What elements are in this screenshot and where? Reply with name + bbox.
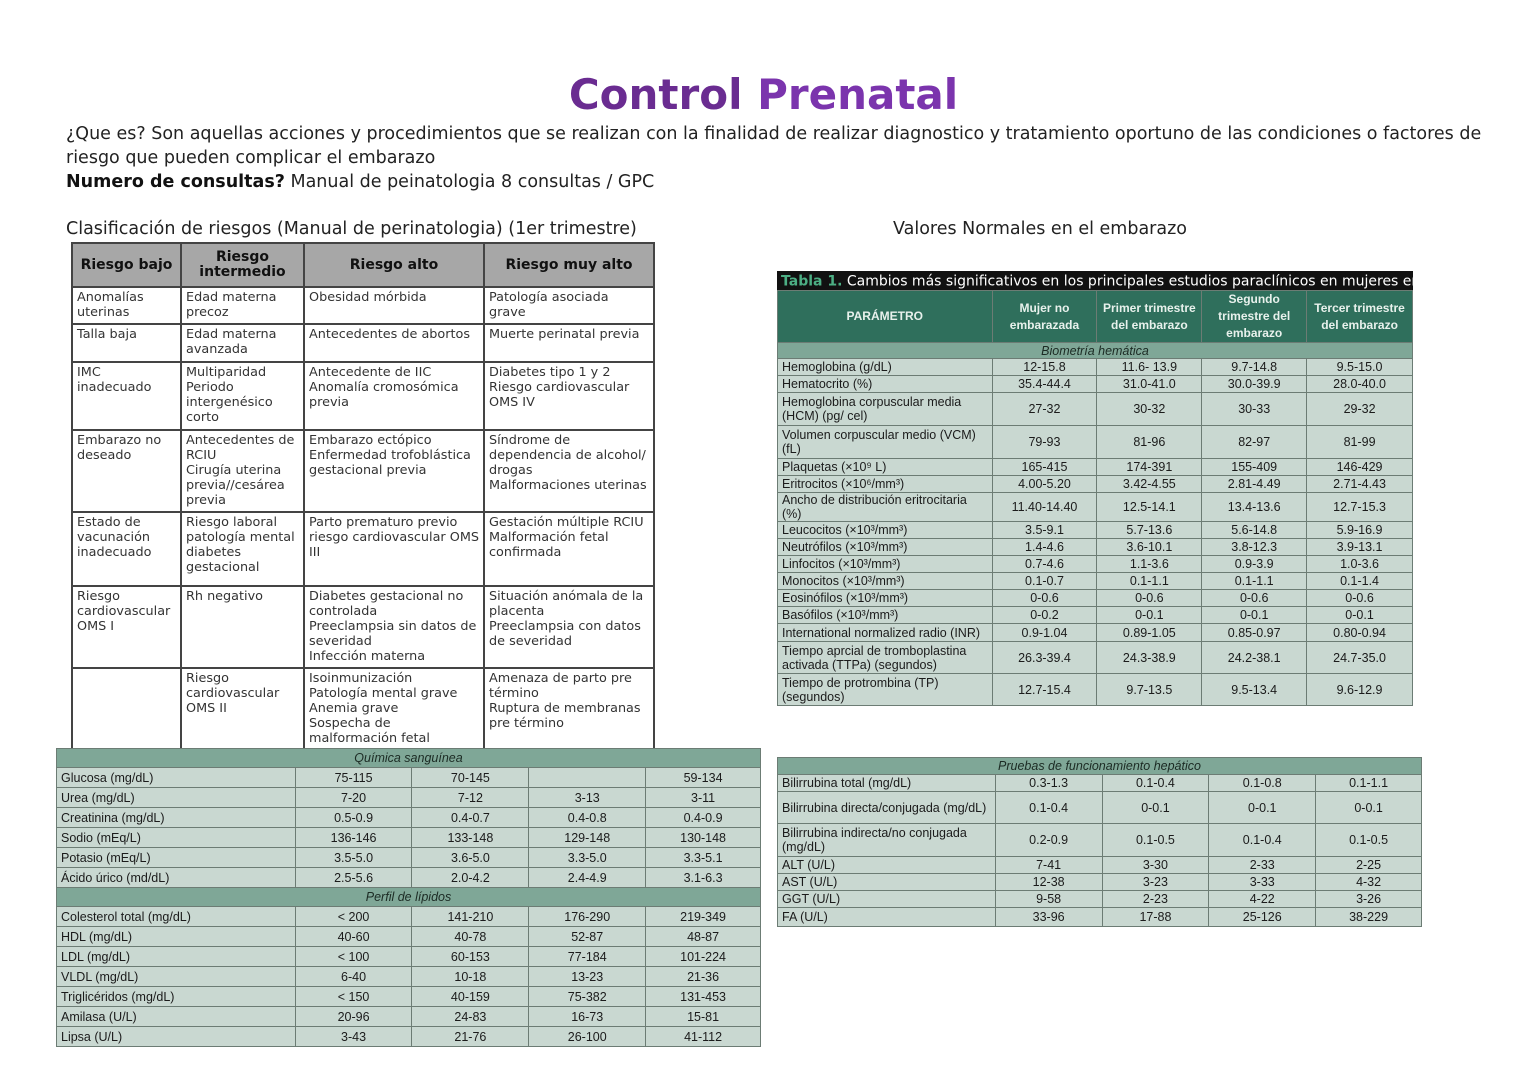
value-cell: 0-0.1 [1102,792,1209,824]
value-cell: 0-0.1 [1202,607,1307,624]
value-cell: 0.1-1.1 [1316,775,1422,792]
value-cell: 0.9-1.04 [992,624,1097,642]
value-cell: 0-0.1 [1316,792,1422,824]
parameter-cell: Glucosa (mg/dL) [57,768,296,788]
value-cell: 15-81 [646,1007,761,1027]
consults-line [66,170,1486,194]
chemistry-row [57,788,761,808]
risk-cell: Diabetes tipo 1 y 2 Riesgo cardiovascular OMS IV [484,362,654,430]
table1-row [778,642,1413,674]
value-cell: 3-11 [646,788,761,808]
table1-row [778,376,1413,393]
value-cell: 28.0-40.0 [1307,376,1413,393]
chemistry-row [57,768,761,788]
chemistry-row [57,848,761,868]
table1-header-row [778,291,1413,343]
risk-heading: Clasificación de riesgos (Manual de perinatologia) (1er trimestre) [66,219,637,239]
value-cell: 0.85-0.97 [1202,624,1307,642]
risk-header: Riesgo alto [304,243,484,287]
value-cell: 3-33 [1209,874,1316,891]
value-cell: 60-153 [412,947,529,967]
parameter-cell: Hemoglobina corpuscular media (HCM) (pg/ cel) [778,393,993,426]
value-cell: 2-33 [1209,857,1316,874]
value-cell: 3-23 [1102,874,1209,891]
value-cell: 2.71-4.43 [1307,476,1413,493]
table1-caption-text: Cambios más significativos en los principales estudios paraclínicos en mujeres embarazadas [842,273,1498,290]
value-cell: 5.7-13.6 [1097,522,1202,539]
risk-cell: Riesgo cardiovascular OMS I [72,586,181,668]
value-cell: 10-18 [412,967,529,987]
value-cell: 131-453 [646,987,761,1007]
risk-cell: Antecedentes de abortos [304,324,484,362]
risk-cell: Riesgo cardiovascular OMS II [181,668,304,752]
parameter-cell: Hematocrito (%) [778,376,993,393]
value-cell: 13.4-13.6 [1202,493,1307,522]
table1-row [778,459,1413,476]
value-cell: 3-26 [1316,891,1422,908]
value-cell: 3.42-4.55 [1097,476,1202,493]
risk-cell: Antecedente de IIC Anomalía cromosómica previa [304,362,484,430]
value-cell: 81-96 [1097,426,1202,459]
value-cell: 3.5-5.0 [295,848,412,868]
chemistry-row [57,1007,761,1027]
risk-cell: Embarazo no deseado [72,430,181,512]
title-part2: Prenatal [757,70,959,119]
value-cell: 4.00-5.20 [992,476,1097,493]
value-cell: 141-210 [412,907,529,927]
value-cell: 0.3-1.3 [995,775,1102,792]
parameter-cell: Eritrocitos (×10⁶/mm³) [778,476,993,493]
value-cell: 0.1-0.5 [1316,824,1422,857]
liver-row [778,891,1422,908]
liver-section-row [778,758,1422,775]
risk-cell: Obesidad mórbida [304,287,484,324]
normal-values-heading: Valores Normales en el embarazo [893,219,1187,239]
value-cell: 2.81-4.49 [1202,476,1307,493]
risk-cell: Edad materna avanzada [181,324,304,362]
parameter-cell: Sodio (mEq/L) [57,828,296,848]
chemistry-row [57,987,761,1007]
value-cell: 12.7-15.4 [992,674,1097,706]
value-cell: 26.3-39.4 [992,642,1097,674]
value-cell: 24.3-38.9 [1097,642,1202,674]
table1-header: Tercer trimestre del embarazo [1307,291,1413,343]
table1-row [778,573,1413,590]
risk-cell: Parto prematuro previo riesgo cardiovascular OMS III [304,512,484,586]
value-cell: 9.7-13.5 [1097,674,1202,706]
parameter-cell: Creatinina (mg/dL) [57,808,296,828]
table1-caption-ref: 19-22 [1497,273,1524,283]
value-cell: 48-87 [646,927,761,947]
value-cell: 4-32 [1316,874,1422,891]
risk-cell: Gestación múltiple RCIU Malformación fetal confirmada [484,512,654,586]
value-cell: 219-349 [646,907,761,927]
risk-cell: Estado de vacunación inadecuado [72,512,181,586]
parameter-cell: Colesterol total (mg/dL) [57,907,296,927]
value-cell: 40-60 [295,927,412,947]
risk-row [72,362,654,430]
value-cell: 0-0.6 [1097,590,1202,607]
table1-row [778,476,1413,493]
value-cell: 3-30 [1102,857,1209,874]
liver-row [778,824,1422,857]
parameter-cell: Hemoglobina (g/dL) [778,359,993,376]
value-cell: 0.2-0.9 [995,824,1102,857]
value-cell: 21-76 [412,1027,529,1047]
value-cell: 30-33 [1202,393,1307,426]
risk-cell: Talla baja [72,324,181,362]
value-cell: 0.7-4.6 [992,556,1097,573]
value-cell: 40-78 [412,927,529,947]
table1-row [778,607,1413,624]
value-cell: 75-382 [529,987,646,1007]
table1-header: Primer trimestre del embarazo [1097,291,1202,343]
value-cell: 25-126 [1209,908,1316,927]
value-cell: 0.80-0.94 [1307,624,1413,642]
table1-header: Mujer no embarazada [992,291,1097,343]
parameter-cell: ALT (U/L) [778,857,996,874]
value-cell: 20-96 [295,1007,412,1027]
risk-header: Riesgo bajo [72,243,181,287]
value-cell: 7-41 [995,857,1102,874]
value-cell: 11.6- 13.9 [1097,359,1202,376]
value-cell: 26-100 [529,1027,646,1047]
value-cell: 0.1-0.4 [995,792,1102,824]
risk-cell: Síndrome de dependencia de alcohol/ drogas Malformaciones uterinas [484,430,654,512]
value-cell: 133-148 [412,828,529,848]
value-cell: 9.5-13.4 [1202,674,1307,706]
liver-table [777,757,1422,927]
value-cell: 13-23 [529,967,646,987]
value-cell: 0.4-0.9 [646,808,761,828]
table1-caption-label: Tabla 1. [781,273,843,290]
risk-row [72,430,654,512]
value-cell: 5.9-16.9 [1307,522,1413,539]
risk-header: Riesgo muy alto [484,243,654,287]
risk-cell: Edad materna precoz [181,287,304,324]
liver-row [778,857,1422,874]
value-cell: 7-20 [295,788,412,808]
value-cell: 12.7-15.3 [1307,493,1413,522]
parameter-cell: Lipsa (U/L) [57,1027,296,1047]
parameter-cell: Bilirrubina indirecta/no conjugada (mg/dL) [778,824,996,857]
value-cell: 0.1-0.7 [992,573,1097,590]
value-cell: 30.0-39.9 [1202,376,1307,393]
value-cell: 17-88 [1102,908,1209,927]
parameter-cell: HDL (mg/dL) [57,927,296,947]
value-cell: 12.5-14.1 [1097,493,1202,522]
value-cell: 9-58 [995,891,1102,908]
value-cell: 0.5-0.9 [295,808,412,828]
table1-row [778,590,1413,607]
parameter-cell: FA (U/L) [778,908,996,927]
liver-row [778,908,1422,927]
value-cell: 2-25 [1316,857,1422,874]
parameter-cell: AST (U/L) [778,874,996,891]
parameter-cell: Neutrófilos (×10³/mm³) [778,539,993,556]
value-cell: 176-290 [529,907,646,927]
value-cell: 12-38 [995,874,1102,891]
parameter-cell: GGT (U/L) [778,891,996,908]
title-part1: Control [568,70,743,119]
risk-row [72,287,654,324]
value-cell: 1.4-4.6 [992,539,1097,556]
risk-row [72,512,654,586]
definition-text: ¿Que es? Son aquellas acciones y procedimientos que se realizan con la finalidad de realizar diagnostico y tratamiento oportuno de las condiciones o factores de riesgo que pueden complicar el embarazo [66,124,1482,168]
value-cell: 0-0.2 [992,607,1097,624]
value-cell: 0-0.6 [1202,590,1307,607]
value-cell: 82-97 [1202,426,1307,459]
chemistry-row [57,967,761,987]
liver-row [778,792,1422,824]
risk-cell: Situación anómala de la placenta Preeclampsia con datos de severidad [484,586,654,668]
value-cell: 0.89-1.05 [1097,624,1202,642]
value-cell: 77-184 [529,947,646,967]
parameter-cell: Bilirrubina directa/conjugada (mg/dL) [778,792,996,824]
value-cell: 12-15.8 [992,359,1097,376]
page-title [0,70,1527,119]
parameter-cell: Tiempo de protrombina (TP) (segundos) [778,674,993,706]
parameter-cell: Eosinófilos (×10³/mm³) [778,590,993,607]
table1-row [778,426,1413,459]
risk-cell: Multiparidad Periodo intergenésico corto [181,362,304,430]
value-cell: 2.4-4.9 [529,868,646,888]
risk-cell: Muerte perinatal previa [484,324,654,362]
table1-header: Segundo trimestre del embarazo [1202,291,1307,343]
parameter-cell: Potasio (mEq/L) [57,848,296,868]
value-cell: 0-0.1 [1097,607,1202,624]
risk-cell: Patología asociada grave [484,287,654,324]
table1-caption [777,271,1524,292]
value-cell: 3.6-10.1 [1097,539,1202,556]
value-cell: 1.1-3.6 [1097,556,1202,573]
value-cell: 146-429 [1307,459,1413,476]
risk-cell: Embarazo ectópico Enfermedad trofoblástica gestacional previa [304,430,484,512]
value-cell: 75-115 [295,768,412,788]
value-cell: 2.0-4.2 [412,868,529,888]
value-cell: 79-93 [992,426,1097,459]
chemistry-row [57,947,761,967]
value-cell: 24.7-35.0 [1307,642,1413,674]
section-title: Pruebas de funcionamiento hepático [778,758,1422,775]
value-cell: 130-148 [646,828,761,848]
value-cell: 9.6-12.9 [1307,674,1413,706]
value-cell: 0.1-0.4 [1209,824,1316,857]
value-cell: 6-40 [295,967,412,987]
consults-label: Numero de consultas? [66,172,285,192]
chemistry-row [57,907,761,927]
value-cell: 11.40-14.40 [992,493,1097,522]
value-cell: 7-12 [412,788,529,808]
chemistry-row [57,927,761,947]
table1-row [778,539,1413,556]
value-cell: 29-32 [1307,393,1413,426]
risk-table [71,242,655,753]
value-cell: 0.9-3.9 [1202,556,1307,573]
value-cell: 3.3-5.1 [646,848,761,868]
risk-cell: Riesgo laboral patología mental diabetes gestacional [181,512,304,586]
value-cell: < 150 [295,987,412,1007]
parameter-cell: International normalized radio (INR) [778,624,993,642]
value-cell: 81-99 [1307,426,1413,459]
risk-row [72,668,654,752]
chemistry-row [57,868,761,888]
risk-cell: Isoinmunización Patología mental grave Anemia grave Sospecha de malformación fetal [304,668,484,752]
section-title: Química sanguínea [57,749,761,768]
value-cell: 9.7-14.8 [1202,359,1307,376]
value-cell: 0.4-0.8 [529,808,646,828]
value-cell: 35.4-44.4 [992,376,1097,393]
value-cell: 0.1-1.1 [1097,573,1202,590]
risk-row [72,324,654,362]
parameter-cell: Amilasa (U/L) [57,1007,296,1027]
risk-cell: Anomalías uterinas [72,287,181,324]
value-cell: 0.1-0.5 [1102,824,1209,857]
value-cell: 30-32 [1097,393,1202,426]
value-cell: 9.5-15.0 [1307,359,1413,376]
value-cell: 40-159 [412,987,529,1007]
table1-section-row [778,343,1413,359]
parameter-cell: VLDL (mg/dL) [57,967,296,987]
value-cell: 27-32 [992,393,1097,426]
value-cell: 3-43 [295,1027,412,1047]
value-cell: 21-36 [646,967,761,987]
value-cell: 2.5-5.6 [295,868,412,888]
value-cell: 5.6-14.8 [1202,522,1307,539]
value-cell: 3-13 [529,788,646,808]
parameter-cell: Tiempo aprcial de tromboplastina activada (TTPa) (segundos) [778,642,993,674]
value-cell: 3.9-13.1 [1307,539,1413,556]
value-cell: 0-0.1 [1307,607,1413,624]
value-cell: 3.3-5.0 [529,848,646,868]
chemistry-row [57,808,761,828]
risk-cell: Rh negativo [181,586,304,668]
risk-header-row [72,243,654,287]
section-title: Biometría hemática [778,343,1413,359]
table1-block [777,271,1524,292]
table1-row [778,493,1413,522]
parameter-cell: Plaquetas (×10⁹ L) [778,459,993,476]
parameter-cell: Leucocitos (×10³/mm³) [778,522,993,539]
table1-header: PARÁMETRO [778,291,993,343]
liver-row [778,874,1422,891]
section-title: Perfil de lípidos [57,888,761,907]
value-cell: 3.6-5.0 [412,848,529,868]
risk-header: Riesgo intermedio [181,243,304,287]
table1-row [778,624,1413,642]
value-cell: 136-146 [295,828,412,848]
value-cell: 0.1-0.4 [1102,775,1209,792]
parameter-cell: Ácido úrico (md/dL) [57,868,296,888]
parameter-cell: LDL (mg/dL) [57,947,296,967]
value-cell: 24-83 [412,1007,529,1027]
value-cell: 24.2-38.1 [1202,642,1307,674]
risk-cell: IMC inadecuado [72,362,181,430]
value-cell: 59-134 [646,768,761,788]
risk-cell: Antecedentes de RCIU Cirugía uterina previa//cesárea previa [181,430,304,512]
value-cell: 0-0.6 [1307,590,1413,607]
value-cell: 165-415 [992,459,1097,476]
value-cell: 70-145 [412,768,529,788]
value-cell: 101-224 [646,947,761,967]
value-cell: 174-391 [1097,459,1202,476]
consults-text: Manual de peinatologia 8 consultas / GPC [284,172,655,192]
value-cell: 33-96 [995,908,1102,927]
chemistry-section-row [57,749,761,768]
parameter-cell: Volumen corpuscular medio (VCM) (fL) [778,426,993,459]
value-cell: 0.4-0.7 [412,808,529,828]
intro [66,122,1486,194]
value-cell: 0-0.1 [1209,792,1316,824]
table1 [777,290,1413,706]
risk-cell: Diabetes gestacional no controlada Preeclampsia sin datos de severidad Infección materna [304,586,484,668]
table1-row [778,556,1413,573]
value-cell: 2-23 [1102,891,1209,908]
parameter-cell: Bilirrubina total (mg/dL) [778,775,996,792]
chemistry-row [57,828,761,848]
value-cell: < 200 [295,907,412,927]
value-cell [529,768,646,788]
parameter-cell: Linfocitos (×10³/mm³) [778,556,993,573]
risk-row [72,586,654,668]
value-cell: 41-112 [646,1027,761,1047]
value-cell: 1.0-3.6 [1307,556,1413,573]
parameter-cell: Urea (mg/dL) [57,788,296,808]
value-cell: 3.8-12.3 [1202,539,1307,556]
table1-row [778,393,1413,426]
value-cell: 3.5-9.1 [992,522,1097,539]
chemistry-row [57,1027,761,1047]
risk-cell [72,668,181,752]
value-cell: 129-148 [529,828,646,848]
table1-row [778,359,1413,376]
value-cell: 0.1-1.1 [1202,573,1307,590]
value-cell: 155-409 [1202,459,1307,476]
value-cell: 4-22 [1209,891,1316,908]
table1-row [778,674,1413,706]
value-cell: 0.1-1.4 [1307,573,1413,590]
liver-row [778,775,1422,792]
chemistry-section-row [57,888,761,907]
value-cell: 0-0.6 [992,590,1097,607]
parameter-cell: Basófilos (×10³/mm³) [778,607,993,624]
value-cell: 31.0-41.0 [1097,376,1202,393]
value-cell: 16-73 [529,1007,646,1027]
risk-cell: Amenaza de parto pre término Ruptura de membranas pre término [484,668,654,752]
table1-row [778,522,1413,539]
value-cell: 52-87 [529,927,646,947]
chemistry-table [56,748,761,1047]
parameter-cell: Triglicéridos (mg/dL) [57,987,296,1007]
parameter-cell: Ancho de distribución eritrocitaria (%) [778,493,993,522]
value-cell: 0.1-0.8 [1209,775,1316,792]
value-cell: 38-229 [1316,908,1422,927]
parameter-cell: Monocitos (×10³/mm³) [778,573,993,590]
value-cell: < 100 [295,947,412,967]
value-cell: 3.1-6.3 [646,868,761,888]
